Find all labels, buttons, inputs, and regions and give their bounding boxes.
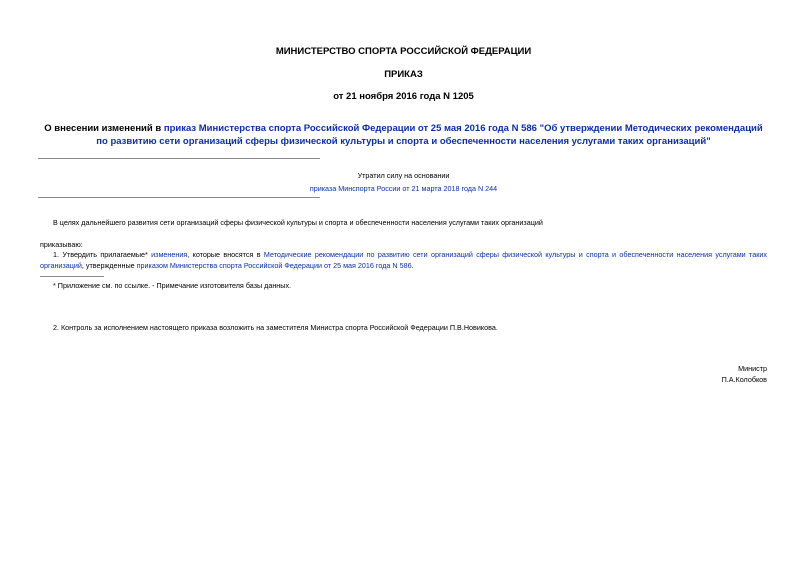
status-note: [270, 171, 537, 194]
item-1-text-a: 1. Утвердить прилагаемые*: [53, 250, 152, 259]
order-586-link[interactable]: приказом Министерства спорта Российской Федерации от 25 мая 2016 года N 586: [136, 260, 412, 270]
changes-link[interactable]: изменения: [151, 250, 188, 259]
footnote: * Приложение см. по ссылке. - Примечание изготовителя базы данных.: [53, 281, 292, 290]
signature-position: Министр: [738, 364, 767, 373]
signature-name: П.А.Колобков: [721, 375, 767, 384]
guidelines-link[interactable]: Методические рекомендации по развитию сети организаций сферы физической культуры и спорта и обеспеченности населения услугами таких организаций: [40, 250, 767, 270]
document-title: [40, 122, 767, 148]
preamble: В целях дальнейшего развития сети организаций сферы физической культуры и спорта и обеспеченности населения услугами таких организаций: [53, 218, 543, 227]
doc-type-heading: ПРИКАЗ: [384, 69, 423, 80]
title-prefix: О внесении изменений в: [44, 123, 164, 134]
status-link[interactable]: приказа Минспорта России от 21 марта 2018 года N 244: [309, 183, 498, 193]
item-1: [40, 250, 767, 271]
title-link[interactable]: приказ Министерства спорта Российской Федерации от 25 мая 2016 года N 586 "Об утверждении Методических рекомендаций по развитию сети организаций сферы физической культуры и спорта и обеспеченности населения услугами таких организаций": [96, 123, 763, 147]
divider-bottom: [38, 197, 320, 198]
item-1-text-b: , которые вносятся в: [187, 250, 264, 259]
item-1-text-c: , утвержденные: [81, 260, 137, 270]
item-2: 2. Контроль за исполнением настоящего приказа возложить на заместителя Министра спорта Российской Федерации П.В.Новикова.: [53, 323, 498, 332]
footnote-divider: [40, 276, 104, 277]
ministry-heading: МИНИСТЕРСТВО СПОРТА РОССИЙСКОЙ ФЕДЕРАЦИИ: [275, 46, 532, 57]
status-text: Утратил силу на основании: [357, 171, 450, 180]
divider-top: [38, 158, 320, 159]
order-word: приказываю:: [40, 240, 83, 249]
item-1-text-d: .: [411, 260, 414, 270]
date-number-heading: от 21 ноября 2016 года N 1205: [333, 91, 474, 102]
